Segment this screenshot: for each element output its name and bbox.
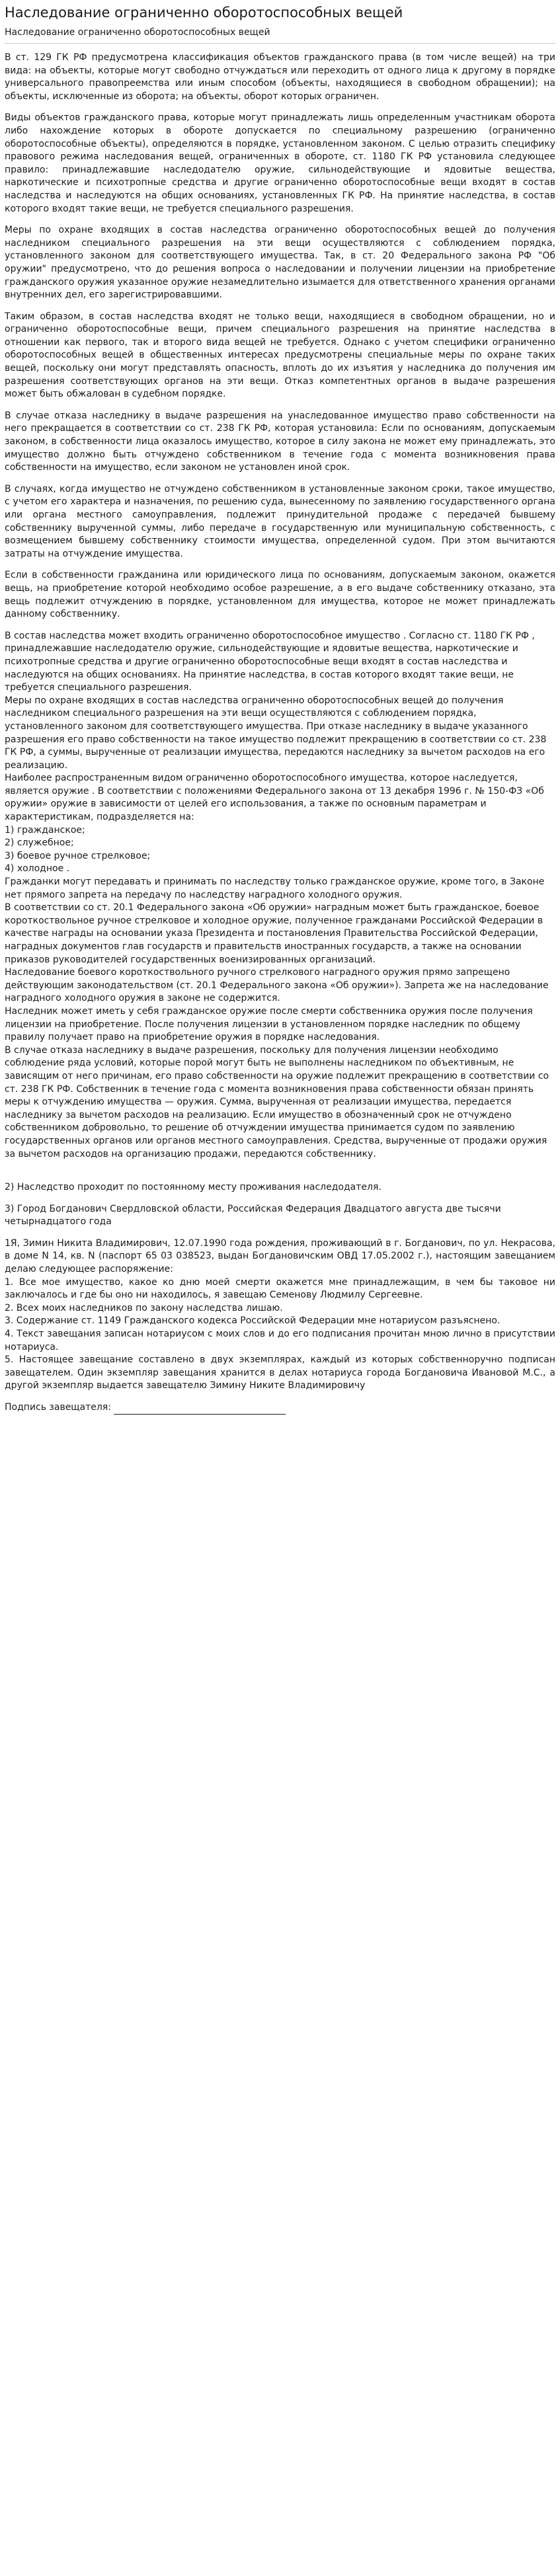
paragraph: Таким образом, в состав наследства входят не только вещи, находящиеся в свободном обращении, но и ограниченно оборотоспособные вещи, причем специального разрешения на принятие наследства в отношении как первого, так и второго вида вещей не требуется. Однако с учетом специфики ограниченно оборотоспособных вещей в общественных интересах предусмотрены специальные меры по охране таких вещей, поскольку они могут представлять опасность, вплоть до их изъятия у наследника до получения им разрешения соответствующих органов на эти вещи. Отказ компетентных органов в выдаче разрешения может быть обжалован в судебном порядке. [5,311,555,400]
paragraph: В случае отказа наследнику в выдаче разрешения на унаследованное имущество право собственности на него прекращается в соответствии со ст. 238 ГК РФ, которая установила: Если по основаниям, допускаемым законом, в собственности лица оказалось имущество, которое в силу закона не может ему принадлежать, это имущество должно быть отчуждено собственником в течение года с момента возникновения права собственности на имущество, если законом не установлен иной срок. [5,410,555,473]
will-paragraph: 3) Город Богданович Свердловской области, Российская Федерация Двадцатого августа две тысячи четырнадцатого года [5,1203,501,1228]
text-line: Наследование боевого короткоствольного ручного стрелкового наградного оружия прямо запрещено действующим законодательством (ст. 20.1 Федерального закона «Об оружии»). Запрета же на наследование наградного холодного оружия в законе не содержится. [5,967,549,1004]
list-item: 3) боевое ручное стрелковое; [5,850,151,861]
will-paragraph: 2) Наследство проходит по постоянному месту проживания наследодателя. [5,1182,381,1193]
text-line: Наиболее распространенным видом ограниченно оборотоспособного имущества, которое наследуется, является оружие . В соответствии с положениями Федерального закона от 13 декабря 1996 г. № 150-ФЗ «Об оружии» оружие в зависимости от целей его использования, а также по основным параметрам и характеристикам, подразделяется на: [5,773,544,823]
signature-label: Подпись завещателя: [5,1402,111,1413]
testament-line: 5. Настоящее завещание составлено в двух экземплярах, каждый из которых собственноручно подписан завещателем. Один экземпляр завещания хранится в делах нотариуса города Богдановича Ивановой М.С., а другой экземпляр выдается завещателю Зимину Никите Владимировичу [5,1354,555,1391]
text-line: Гражданки могут передавать и принимать по наследству только гражданское оружие, кроме того, в Законе нет прямого запрета на передачу по наследству наградного холодного оружия. [5,877,545,900]
plain-text-block [5,630,555,1161]
paragraph: Если в собственности гражданина или юридического лица по основаниям, допускаемым законом, окажется вещь, на приобретение которой необходимо особое разрешение, а в его выдаче собственнику отказано, эта вещь подлежит отчуждению в порядке, установленном для имущества, которое не может принадлежать данному собственнику. [5,570,555,620]
spacer [5,1169,555,1181]
testament-line: 3. Содержание ст. 1149 Гражданского кодекса Российской Федерации мне нотариусом разъяснено. [5,1315,500,1327]
list-item: 2) служебное; [5,838,74,849]
list-item: 4) холодное . [5,863,70,875]
testament-line: 1. Все мое имущество, какое ко дню моей смерти окажется мне принадлежащим, в чем бы таковое ни заключалось и где бы оно ни находилось, я завещаю Семенову Людмилу Сергеевне. [5,1276,555,1301]
text-line: В случае отказа наследнику в выдаче разрешения, поскольку для получения лицензии необходимо соблюдение ряда условий, которые порой могут быть не выполнены наследником по объективным, не зависящим от него причинам, его право собственности на оружие подлежит прекращению в соответствии со ст. 238 ГК РФ. Собственник в течение года с момента возникновения права собственности обязан принять меры к отчуждению имущества — оружия. Сумма, вырученная от реализации имущества, передается наследнику за вычетом расходов на реализацию. Если имущество в обозначенный срок не отчуждено собственником добровольно, то решение об отчуждении имущества принимается судом по заявлению государственных органов или органов местного самоуправления. Средства, вырученные от продажи оружия за вычетом расходов на организацию продажи, передаются собственнику. [5,1044,549,1159]
testament-line: 1Я, Зимин Никита Владимирович, 12.07.1990 года рождения, проживающий в г. Богданович, по ул. Некрасова, в доме N 14, кв. N (паспорт 65 03 038523, выдан Богдановичским ОВД 17.05.2002 г.), настоящим завещанием делаю следующее распоряжение: [5,1237,555,1275]
testament-block [5,1237,555,1393]
paragraph: В ст. 129 ГК РФ предусмотрена классификация объектов гражданского права (в том числе вещей) на три вида: на объекты, которые могут свободно отчуждаться или переходить от одного лица к другому в порядке универсального правопреемства или иным способом (объекты, находящиеся в свободном обращении); на объекты, исключенные из оборота; на объекты, оборот которых ограничен. [5,52,555,102]
signature-line [114,1405,286,1415]
text-line: Наследник может иметь у себя гражданское оружие после смерти собственника оружия после получения лицензии на приобретение. После получения лицензии в установленном порядке наследник по общему правилу получает право на приобретение оружия в порядке наследования. [5,1005,533,1043]
signature-row [5,1401,555,1415]
text-line: Меры по охране входящих в состав наследства ограниченно оборотоспособных вещей до получения наследником специального разрешения на эти вещи осуществляются с соблюдением порядка, установленного законом для соответствующего имущества. При отказе наследнику в выдаче указанного разрешения его право собственности на такое имущество подлежит прекращению в соответствии со ст. 238 ГК РФ, а суммы, вырученные от реализации имущества, передаются наследнику за вычетом расходов на его реализацию. [5,695,547,771]
paragraph: Меры по охране входящих в состав наследства ограниченно оборотоспособных вещей до получения наследником специального разрешения на эти вещи осуществляются с соблюдением порядка, установленного законом для соответствующего имущества. Так, в ст. 20 Федерального закона РФ "Об оружии" предусмотрено, что до решения вопроса о наследовании и получении лицензии на приобретение гражданского оружия указанное оружие незамедлительно изымается для ответственного хранения органами внутренних дел, его зарегистрировавшими. [5,225,555,301]
page-subtitle: Наследование ограниченно оборотоспособных вещей [5,26,555,44]
paragraph: Виды объектов гражданского права, которые могут принадлежать лишь определенным участникам оборота либо нахождение которых в обороте допускается по специальному разрешению (ограниченно оборотоспособные объекты), определяются в порядке, установленном законом. С целью отразить специфику правового режима наследования вещей, ограниченных в обороте, ст. 1180 ГК РФ установила следующее правило: принадлежавшие наследодателю оружие, сильнодействующие и ядовитые вещества, наркотические и психотропные средства и другие ограниченно оборотоспособные вещи входят в состав наследства и наследуются на общих основаниях, установленных ГК РФ. На принятие наследства, в состав которого входят такие вещи, не требуется специального разрешения. [5,112,555,214]
testament-line: 4. Текст завещания записан нотариусом с моих слов и до его подписания прочитан мною лично в присутствии нотариуса. [5,1329,555,1352]
page-title: Наследование ограниченно оборотоспособных вещей [5,5,403,20]
testament-line: 2. Всех моих наследников по закону наследства лишаю. [5,1302,283,1313]
text-line: В соответствии со ст. 20.1 Федерального закона «Об оружии» наградным может быть гражданское, боевое короткоствольное ручное стрелковое и холодное оружие, полученное гражданами Российской Федерации в качестве награды на основании указа Президента и постановления Правительства Российской Федерации, наградных документов глав государств и правительств иностранных государств, а также на основании приказов руководителей государственных военизированных организаций. [5,902,543,965]
paragraph: В случаях, когда имущество не отчуждено собственником в установленные законом сроки, такое имущество, с учетом его характера и назначения, по решению суда, вынесенному по заявлению государственного органа или органа местного самоуправления, подлежит принудительной продаже с передачей бывшему собственнику вырученной суммы, либо передаче в государственную или муниципальную собственность, с возмещением бывшему собственнику стоимости имущества, определенной судом. При этом вычитаются затраты на отчуждение имущества. [5,483,555,559]
list-item: 1) гражданское; [5,824,85,836]
text-line: В состав наследства может входить ограниченно оборотоспособное имущество . Согласно ст. 1180 ГК РФ , принадлежавшие наследодателю оружие, сильнодействующие и ядовитые вещества, наркотические и психотропные средства и другие ограниченно оборотоспособные вещи входят в состав наследства и наследуются на общих основаниях. На принятие наследства, в состав которого входят такие вещи, не требуется специального разрешения. [5,630,535,693]
